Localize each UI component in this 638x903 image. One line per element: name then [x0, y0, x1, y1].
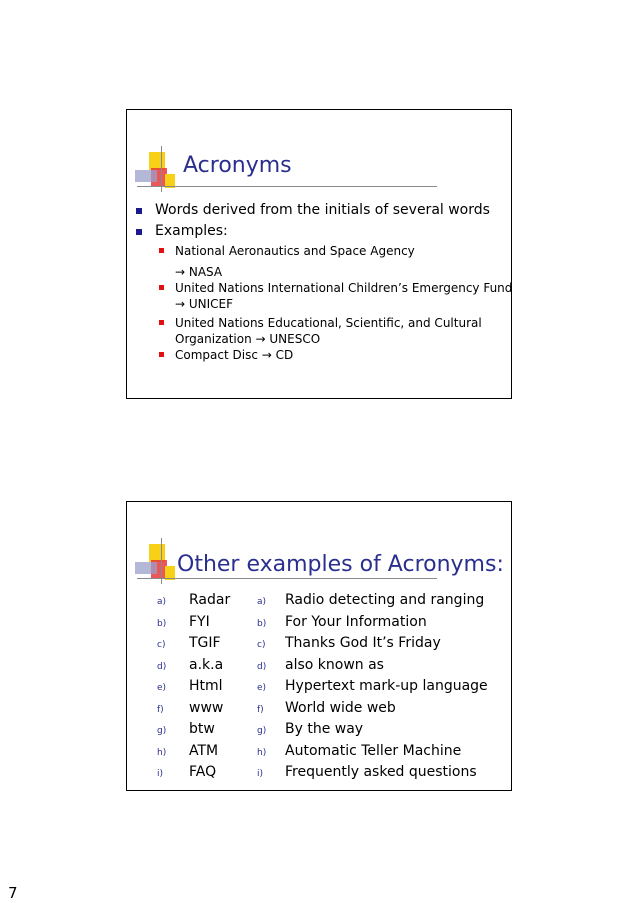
slide-other-acronyms	[126, 501, 512, 791]
acronym-row	[127, 700, 513, 722]
list-letter: g)	[157, 726, 167, 736]
list-letter: e)	[157, 683, 167, 693]
sub-bullet-line: → UNICEF	[175, 297, 234, 311]
acronym-meaning: Frequently asked questions	[285, 764, 477, 780]
acronym-abbr: www	[189, 699, 224, 716]
acronym-meaning: For Your Information	[285, 613, 427, 630]
sub-bullet-line: National Aeronautics and Space Agency	[175, 244, 415, 258]
sub-bullet-square-icon	[159, 320, 164, 325]
list-letter: d)	[257, 661, 267, 672]
acronym-abbr: a.k.a	[189, 656, 224, 673]
acronym-row	[127, 657, 513, 679]
acronym-row	[127, 678, 513, 700]
bullet-item	[155, 223, 228, 239]
sub-bullet-line: United Nations International Children’s Emergency Fund	[175, 281, 513, 295]
acronym-abbr: TGIF	[189, 635, 221, 651]
acronym-row	[127, 721, 513, 743]
list-letter: c)	[257, 640, 266, 650]
sub-bullet-line: → NASA	[175, 265, 223, 279]
bullet-text: Words derived from the initials of several words	[155, 202, 490, 218]
sub-bullet-square-icon	[159, 285, 164, 290]
bullet-text: Examples:	[155, 223, 228, 239]
acronym-row	[127, 764, 513, 786]
sub-bullet-item	[175, 280, 512, 312]
bullet-square-icon	[136, 229, 142, 235]
slide-acronyms	[126, 109, 512, 399]
bullet-square-icon	[136, 208, 142, 214]
acronym-meaning: Radio detecting and ranging	[285, 592, 485, 608]
page-number: 7	[8, 884, 18, 902]
acronym-abbr: FAQ	[189, 764, 217, 780]
list-letter: e)	[257, 683, 267, 693]
list-letter: g)	[257, 726, 267, 736]
acronym-meaning: also known as	[285, 656, 384, 673]
list-letter: h)	[257, 747, 267, 758]
list-letter: i)	[157, 769, 164, 779]
sub-bullet-line: Compact Disc → CD	[175, 348, 294, 362]
acronym-abbr: ATM	[189, 742, 219, 759]
sub-bullet-item	[175, 243, 415, 280]
list-letter: b)	[157, 618, 167, 629]
sub-bullet-square-icon	[159, 352, 164, 357]
acronym-meaning: Hypertext mark-up language	[285, 678, 488, 694]
list-letter: h)	[157, 747, 167, 758]
list-letter: c)	[157, 640, 166, 650]
sub-bullet-line: Organization → UNESCO	[175, 332, 321, 346]
acronym-abbr: FYI	[189, 613, 210, 630]
acronym-row	[127, 635, 513, 657]
sub-bullet-line: United Nations Educational, Scientific, and Cultural	[175, 316, 482, 330]
acronym-meaning: Thanks God It’s Friday	[285, 635, 441, 651]
acronym-meaning: Automatic Teller Machine	[285, 742, 462, 759]
slide-title: Other examples of Acronyms:	[177, 552, 504, 577]
acronym-abbr: Html	[189, 678, 223, 694]
acronym-row	[127, 614, 513, 636]
list-letter: d)	[157, 661, 167, 672]
bullet-item	[155, 202, 490, 218]
list-letter: f)	[257, 704, 264, 715]
list-letter: a)	[257, 597, 267, 607]
acronym-abbr: btw	[189, 721, 215, 737]
slide-title: Acronyms	[183, 153, 292, 178]
acronym-meaning: By the way	[285, 721, 364, 737]
list-letter: i)	[257, 769, 264, 779]
acronym-list	[127, 592, 513, 792]
sub-bullet-item	[175, 347, 293, 363]
sub-bullet-item	[175, 315, 482, 347]
acronym-row	[127, 592, 513, 614]
acronym-abbr: Radar	[189, 592, 231, 608]
list-letter: f)	[157, 704, 164, 715]
list-letter: a)	[157, 597, 167, 607]
sub-bullet-square-icon	[159, 248, 164, 253]
acronym-meaning: World wide web	[285, 699, 396, 716]
list-letter: b)	[257, 618, 267, 629]
acronym-row	[127, 743, 513, 765]
